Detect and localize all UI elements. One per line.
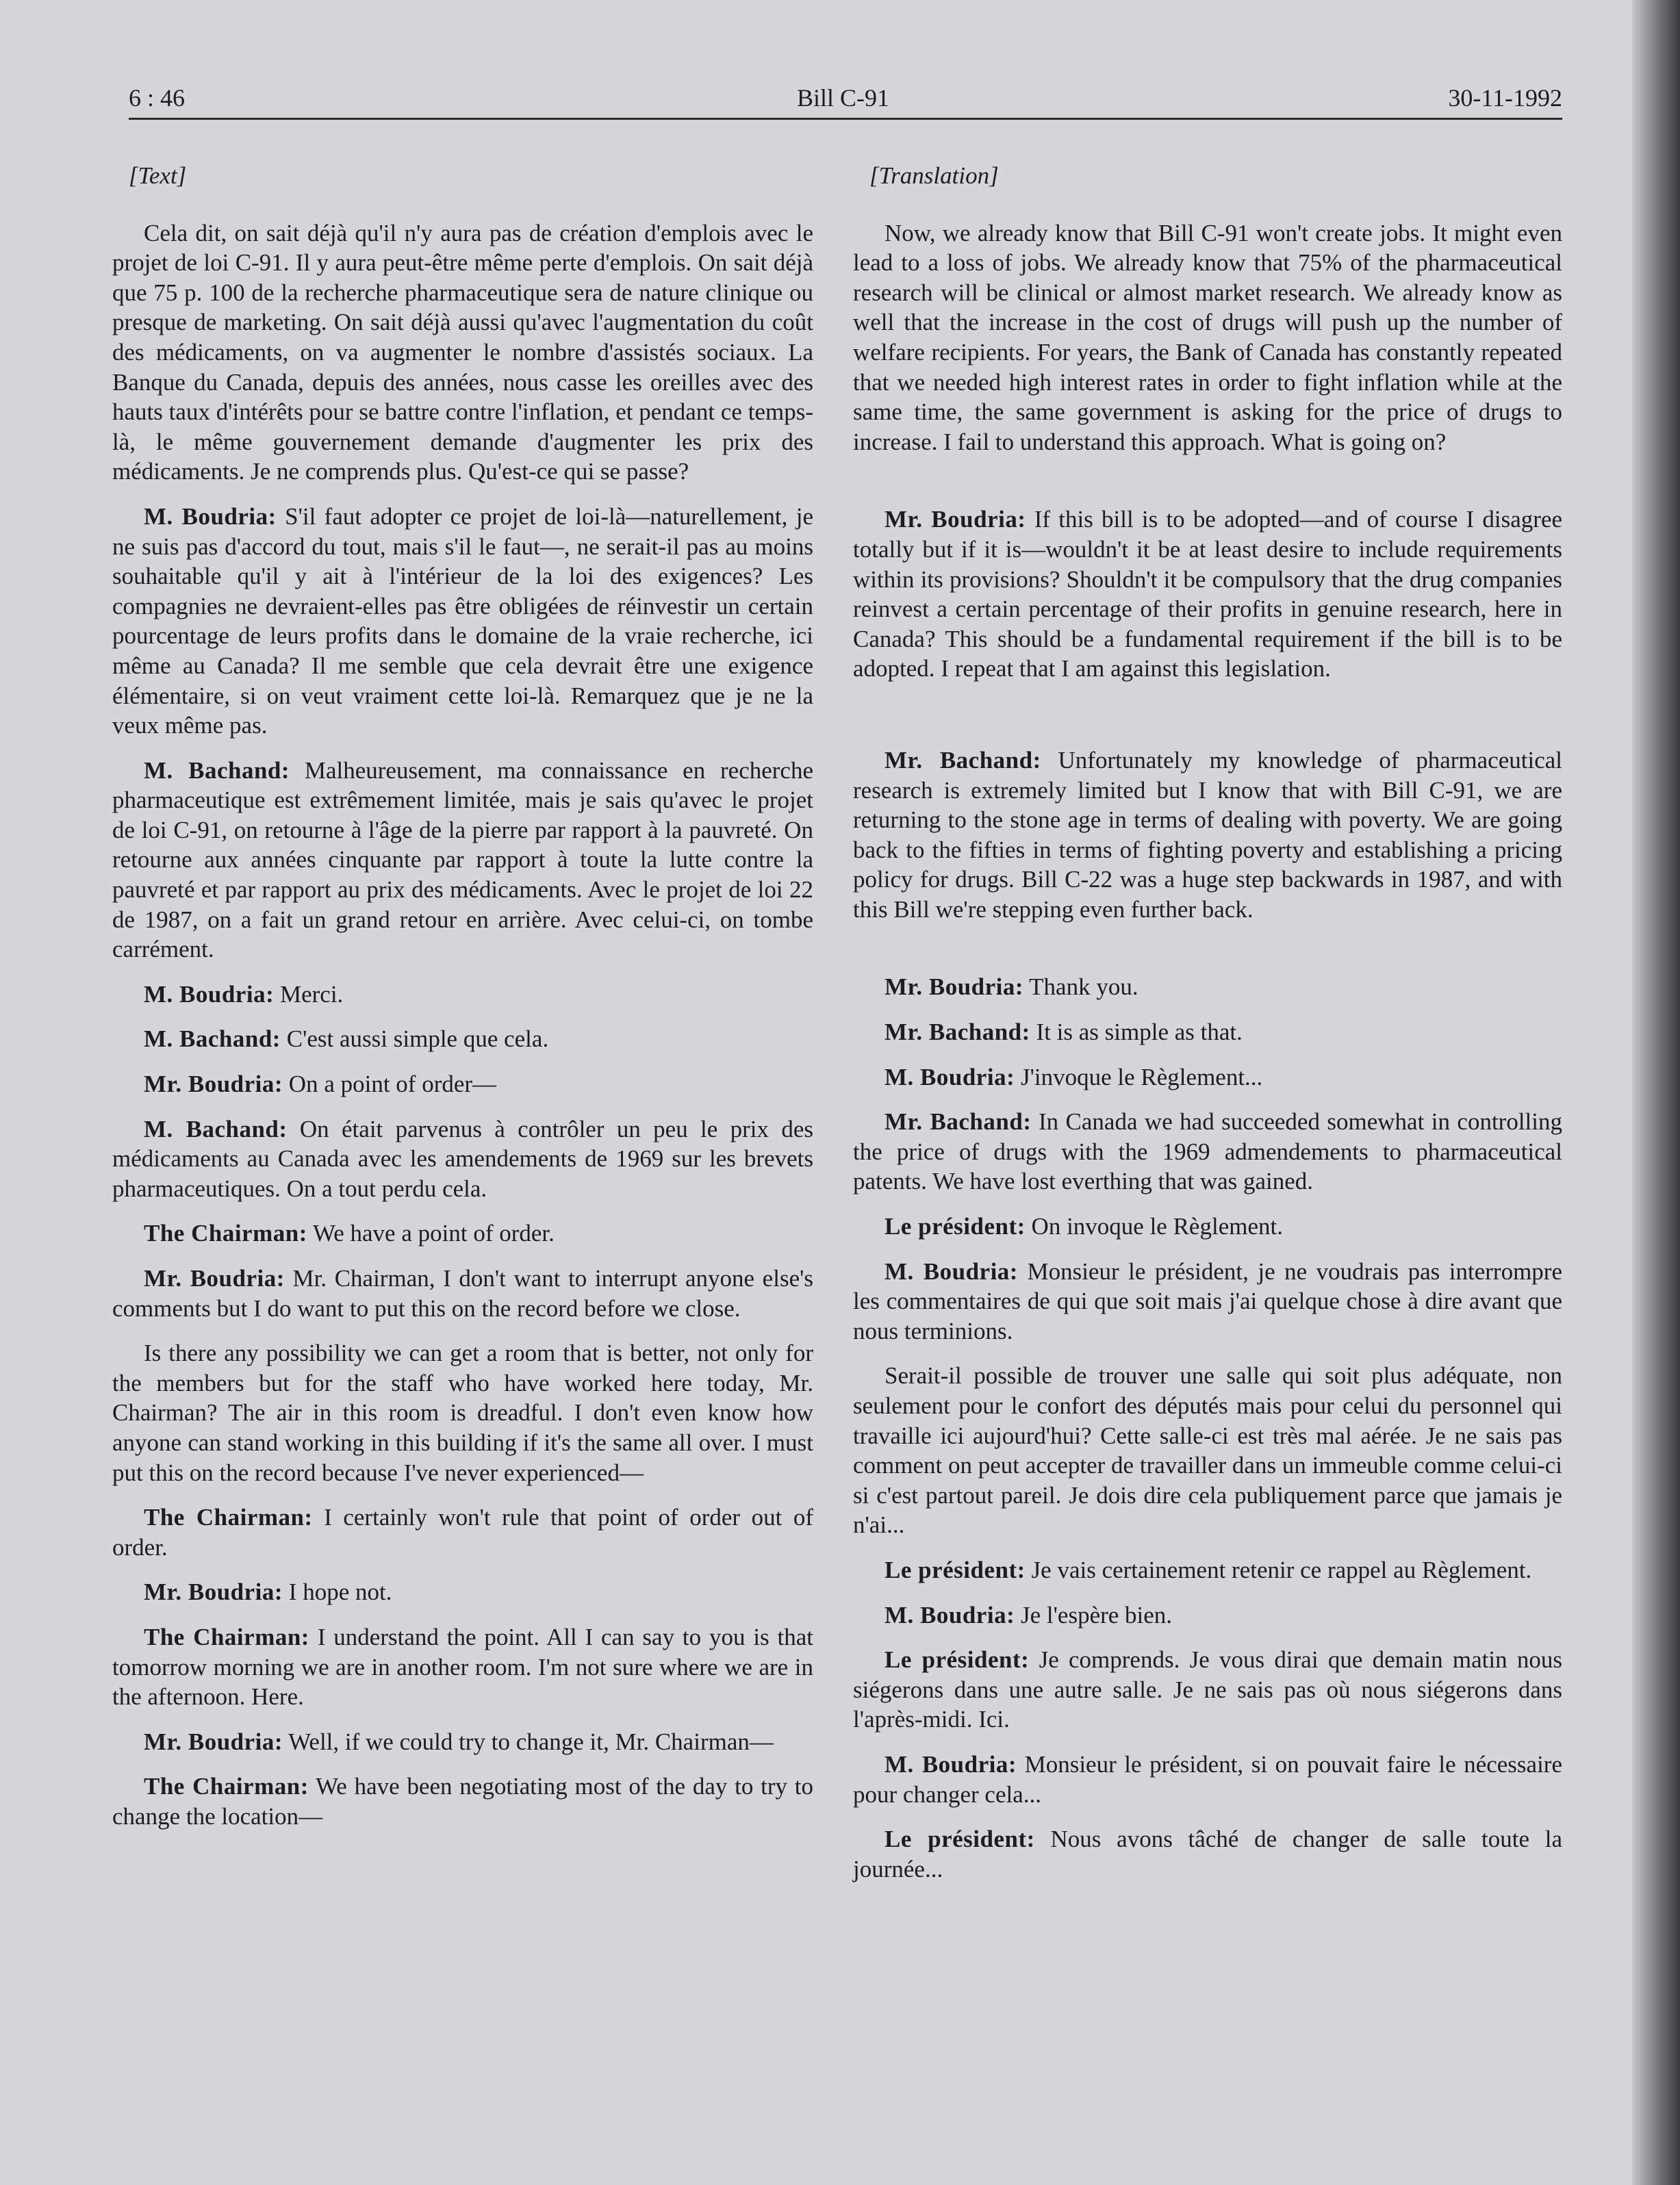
paragraph: Le président: On invoque le Règlement. bbox=[884, 1213, 1283, 1240]
section-label: [Translation] bbox=[869, 162, 999, 189]
speaker-name: Mr. Bachand: bbox=[884, 1019, 1030, 1046]
bill-title: Bill C-91 bbox=[797, 84, 890, 112]
speaker-name: The Chairman: bbox=[144, 1220, 307, 1247]
speaker-name: Mr. Bachand: bbox=[884, 746, 1041, 774]
paragraph: The Chairman: We have a point of order. bbox=[144, 1220, 555, 1247]
paragraph: M. Boudria: S'il faut adopter ce projet de loi-là—naturellement, je ne suis pas d'accord du tout, mais s'il le faut—, ne serait-il pas au moins souhaitable qu'il y ait à l'intérieur de la loi des exigences? Les compagnies ne devraient-elles pas être obligées de réinvestir un certain pourcentage de leurs profits dans le domaine de la vraie recherche, ici même au Canada? Il me semble que cela devrait être une exigence élémentaire, si on veut vraiment cette loi-là. Remarquez que je ne la veux même pas. bbox=[112, 502, 813, 739]
speaker-name: Le président: bbox=[884, 1826, 1035, 1853]
speaker-name: M. Boudria: bbox=[144, 502, 277, 530]
speaker-name: Mr. Boudria: bbox=[144, 1071, 283, 1098]
speaker-name: M. Boudria: bbox=[884, 1257, 1018, 1285]
paragraph: Now, we already know that Bill C-91 won't create jobs. It might even lead to a loss of jobs. We already know that 75% of the pharmaceutical research will be clinical or almost market research. We already know as well that the increase in the cost of drugs will push up the number of welfare recipients. For years, the Bank of Canada has constantly repeated that we needed high interest rates in order to fight inflation while at the same time, the same government is asking for the price of drugs to increase. I fail to understand this approach. What is going on? bbox=[853, 219, 1562, 455]
paragraph: M. Boudria: Je l'espère bien. bbox=[884, 1601, 1173, 1628]
paragraph: Mr. Bachand: Unfortunately my knowledge of pharmaceutical research is extremely limited but I know that with Bill C-91, we are returning to the stone age in terms of dealing with poverty. We are going back to the fifties in terms of fighting poverty and establishing a pricing policy for drugs. Bill C-22 was a huge step backwards in 1987, and with this Bill we're stepping even further back. bbox=[853, 746, 1562, 923]
speaker-name: The Chairman: bbox=[144, 1773, 309, 1800]
paragraph: Mr. Bachand: In Canada we had succeeded somewhat in controlling the price of drugs with the 1969 admendements to pharmaceutical patents. We have lost everthing that was gained. bbox=[853, 1108, 1563, 1195]
speaker-name: Mr. Boudria: bbox=[144, 1265, 285, 1292]
paragraph: Serait-il possible de trouver une salle qui soit plus adéquate, non seulement pour le confort des députés mais pour celui du personnel qui travaille ici aujourd'hui? Cette salle-ci est très mal aérée. Je ne sais pas comment on peut accepter de travailler dans un immeuble comme celui-ci si c'est partout pareil. Je dois dire cela publiquement parce que jamais je n'ai... bbox=[853, 1362, 1562, 1539]
paragraph: Is there any possibility we can get a room that is better, not only for the members but for the staff who have worked here today, Mr. Chairman? The air in this room is dreadful. I don't even know how anyone can stand working in this building if it's the same all over. I must put this on the record because I've never experienced— bbox=[112, 1340, 813, 1486]
paragraph: Mr. Boudria: On a point of order— bbox=[144, 1071, 497, 1098]
speaker-name: M. Boudria: bbox=[884, 1601, 1015, 1628]
speaker-name: Mr. Boudria: bbox=[144, 1579, 283, 1606]
page-number: 6 : 46 bbox=[129, 84, 186, 112]
speaker-name: The Chairman: bbox=[144, 1504, 313, 1531]
text-column-translation bbox=[853, 161, 1562, 1884]
page-edge-shadow bbox=[1632, 0, 1680, 2185]
paragraph: Mr. Boudria: Mr. Chairman, I don't want to interrupt anyone else's comments but I do want to put this on the record before we close. bbox=[112, 1265, 814, 1322]
paragraph: Mr. Boudria: Thank you. bbox=[884, 973, 1138, 1001]
speaker-name: Mr. Bachand: bbox=[884, 1108, 1032, 1136]
paragraph: Mr. Boudria: I hope not. bbox=[144, 1579, 392, 1606]
paragraph: The Chairman: We have been negotiating most of the day to try to change the location— bbox=[112, 1773, 814, 1830]
paragraph: Le président: Je vais certainement retenir ce rappel au Règlement. bbox=[884, 1556, 1532, 1583]
paragraph: M. Bachand: On était parvenus à contrôler un peu le prix des médicaments au Canada avec les amendements de 1969 sur les brevets pharmaceutiques. On a tout perdu cela. bbox=[112, 1115, 814, 1202]
section-label: [Text] bbox=[129, 162, 187, 189]
paragraph: M. Bachand: C'est aussi simple que cela. bbox=[144, 1025, 549, 1053]
paragraph: M. Boudria: Merci. bbox=[144, 980, 344, 1008]
paragraph: Le président: Je comprends. Je vous dirai que demain matin nous siégerons dans une autre salle. Je ne sais pas où nous siégerons dans l'après-midi. Ici. bbox=[853, 1646, 1562, 1733]
paragraph: The Chairman: I understand the point. All I can say to you is that tomorrow morning we are in another room. I'm not sure where we are in the afternoon. Here. bbox=[112, 1623, 813, 1711]
speaker-name: Le président: bbox=[884, 1646, 1030, 1674]
speaker-name: M. Bachand: bbox=[144, 1025, 281, 1053]
page-header bbox=[129, 77, 1562, 120]
paragraph: M. Boudria: J'invoque le Règlement... bbox=[884, 1063, 1263, 1090]
paragraph: Mr. Boudria: If this bill is to be adopted—and of course I disagree totally but if it is—wouldn't it be at least desire to include requirements within its provisions? Shouldn't it be compulsory that the drug companies reinvest a certain percentage of their profits in genuine research, here in Canada? This should be a fundamental requirement if the bill is to be adopted. I repeat that I am against this legislation. bbox=[853, 506, 1563, 682]
speaker-name: M. Boudria: bbox=[884, 1063, 1015, 1090]
paragraph: M. Boudria: Monsieur le président, je ne voudrais pas interrompre les commentaires de qui que soit mais j'ai quelque chose à dire avant que nous terminions. bbox=[853, 1257, 1562, 1344]
speaker-name: The Chairman: bbox=[144, 1623, 309, 1650]
speaker-name: M. Boudria: bbox=[884, 1750, 1017, 1778]
speaker-name: Mr. Boudria: bbox=[144, 1728, 283, 1755]
speaker-name: Mr. Boudria: bbox=[884, 506, 1026, 533]
speaker-name: Le président: bbox=[884, 1213, 1026, 1240]
paragraph: Cela dit, on sait déjà qu'il n'y aura pas de création d'emplois avec le projet de loi C-91. Il y aura peut-être même perte d'emplois. On sait déjà que 75 p. 100 de la recherche pharmaceutique sera de nature clinique ou presque de marketing. On sait déjà aussi qu'avec l'augmentation du coût des médicaments, on va augmenter le nombre d'assistés sociaux. La Banque du Canada, depuis des années, nous casse les oreilles avec des hauts taux d'intérêts pour se battre contre l'inflation, et pendant ce temps-là, le même gouvernement demande d'augmenter les prix des médicaments. Je ne comprends plus. Qu'est-ce qui se passe? bbox=[112, 219, 813, 485]
speaker-name: Le président: bbox=[884, 1556, 1026, 1583]
speaker-name: Mr. Boudria: bbox=[884, 973, 1024, 1001]
paragraph: M. Boudria: Monsieur le président, si on pouvait faire le nécessaire pour changer cela... bbox=[853, 1750, 1562, 1808]
speaker-name: M. Bachand: bbox=[144, 1115, 288, 1142]
paragraph: The Chairman: I certainly won't rule that point of order out of order. bbox=[112, 1504, 814, 1561]
paragraph: Mr. Bachand: It is as simple as that. bbox=[884, 1019, 1243, 1046]
speaker-name: M. Bachand: bbox=[144, 756, 290, 784]
text-column-original bbox=[112, 161, 813, 1832]
speaker-name: M. Boudria: bbox=[144, 980, 275, 1008]
paragraph: M. Bachand: Malheureusement, ma connaissance en recherche pharmaceutique est extrêmement limitée, mais je sais qu'avec le projet de loi C-91, on retourne à l'âge de la pierre par rapport à la pauvreté. On retourne aux années cinquante par rapport à toute la lutte contre la pauvreté et par rapport au prix des médicaments. Avec le projet de loi 22 de 1987, on a fait un grand retour en arrière. Avec celui-ci, on tombe carrément. bbox=[112, 756, 813, 963]
page-date: 30-11-1992 bbox=[1448, 84, 1562, 112]
paragraph: Le président: Nous avons tâché de changer de salle toute la journée... bbox=[853, 1826, 1563, 1882]
paragraph: Mr. Boudria: Well, if we could try to change it, Mr. Chairman— bbox=[144, 1728, 774, 1755]
